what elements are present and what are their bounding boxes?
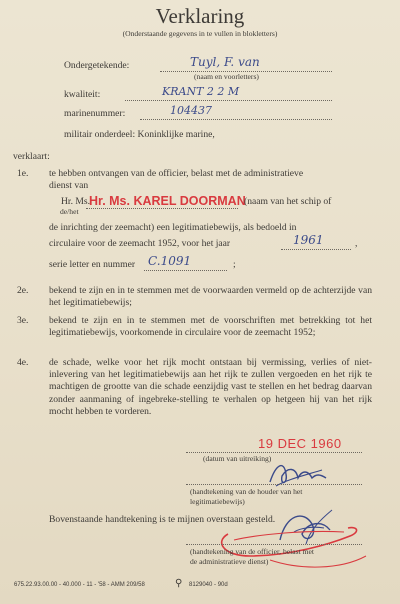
serial-semicolon: ; xyxy=(233,259,236,270)
year-comma: , xyxy=(355,238,358,249)
item-1-number: 1e. xyxy=(17,168,29,179)
date-stamp: 19 DEC 1960 xyxy=(258,436,342,451)
onderdeel-line: militair onderdeel: Koninklijke marine, xyxy=(64,129,215,140)
officer-note-1: (handtekening van de officier, belast met xyxy=(190,547,314,556)
print-code-2: 8129040 - 90d xyxy=(189,582,228,588)
holder-note-2: legitimatiebewijs) xyxy=(190,497,245,506)
printer-mark-icon: ⚲ xyxy=(175,578,183,589)
form-subtitle: (Onderstaande gegevens in te vullen in blokletters) xyxy=(122,29,278,38)
ondergetekende-value: Tuyl, F. van xyxy=(190,55,260,69)
de-het-note: de/het xyxy=(60,207,79,216)
item-4-number: 4e. xyxy=(17,357,29,368)
verklaart-label: verklaart: xyxy=(13,151,50,162)
date-line xyxy=(186,452,362,453)
marinenummer-line xyxy=(140,119,332,120)
item-4-text: de schade, welke voor het rijk mocht ontstaan bij vermissing, verlies of niet-inlevering van het legitimatiebewijs aan het rijk te zullen vergoeden en het rijk te machtigen de grootte van die schade eenzijdig vast te stellen en het bedrag daarvan zonder aanmaning of ingebreke-stelling te verhalen op hetgeen hij van het rijk mocht hebben te vorderen. xyxy=(49,357,372,417)
officer-signature xyxy=(210,500,370,580)
bovenstaande-statement: Bovenstaande handtekening is te mijnen overstaan gesteld. xyxy=(49,514,276,525)
officer-note-2: de administratieve dienst) xyxy=(190,557,269,566)
item-1-line-6: serie letter en nummer xyxy=(49,259,136,270)
item-3-text: bekend te zijn en in te stemmen met de voorschriften met betrekking tot het legitimatiebewijs, voorkomende in circulaire voor de zeemacht 1952; xyxy=(49,315,372,339)
name-note: (naam en voorletters) xyxy=(194,72,259,81)
form-title: Verklaring xyxy=(155,4,245,28)
item-1-line-2: dienst van xyxy=(49,180,89,191)
year-value: 1961 xyxy=(293,233,324,247)
ship-note: (naam van het schip of xyxy=(244,196,332,207)
item-1-line-1: te hebben ontvangen van de officier, belast met de administratieve xyxy=(49,168,304,179)
holder-line xyxy=(186,484,362,485)
serial-line xyxy=(144,270,227,271)
ship-name-stamp: Hr. Ms. KAREL DOORMAN xyxy=(89,194,246,208)
ship-line xyxy=(86,208,238,209)
holder-note-1: (handtekening van de houder van het xyxy=(190,487,303,496)
print-code: 675.22.93.00.00 - 40.000 - 11 - '58 - AMM 209/58 xyxy=(14,582,145,588)
kwaliteit-value: KRANT 2 2 M xyxy=(162,85,240,98)
date-note: (datum van uitreiking) xyxy=(203,454,272,463)
hr-ms-typed: Hr. Ms. xyxy=(61,196,91,207)
item-1-line-4: de inrichting der zeemacht) een legitimatiebewijs, als bedoeld in xyxy=(49,222,297,233)
marinenummer-label: marinenummer: xyxy=(64,108,126,119)
item-2-text: bekend te zijn en in te stemmen met de voorwaarden vermeld op de achterzijde van het legitimatiebewijs; xyxy=(49,285,372,309)
marinenummer-value: 104437 xyxy=(170,104,212,117)
kwaliteit-label: kwaliteit: xyxy=(64,89,101,100)
ondergetekende-label: Ondergetekende: xyxy=(64,60,130,71)
item-2-number: 2e. xyxy=(17,285,29,296)
officer-line xyxy=(186,544,362,545)
year-line xyxy=(281,249,351,250)
kwaliteit-line xyxy=(125,100,332,101)
item-1-line-5: circulaire voor de zeemacht 1952, voor het jaar xyxy=(49,238,231,249)
serial-value: C.1091 xyxy=(148,254,192,268)
item-3-number: 3e. xyxy=(17,315,29,326)
